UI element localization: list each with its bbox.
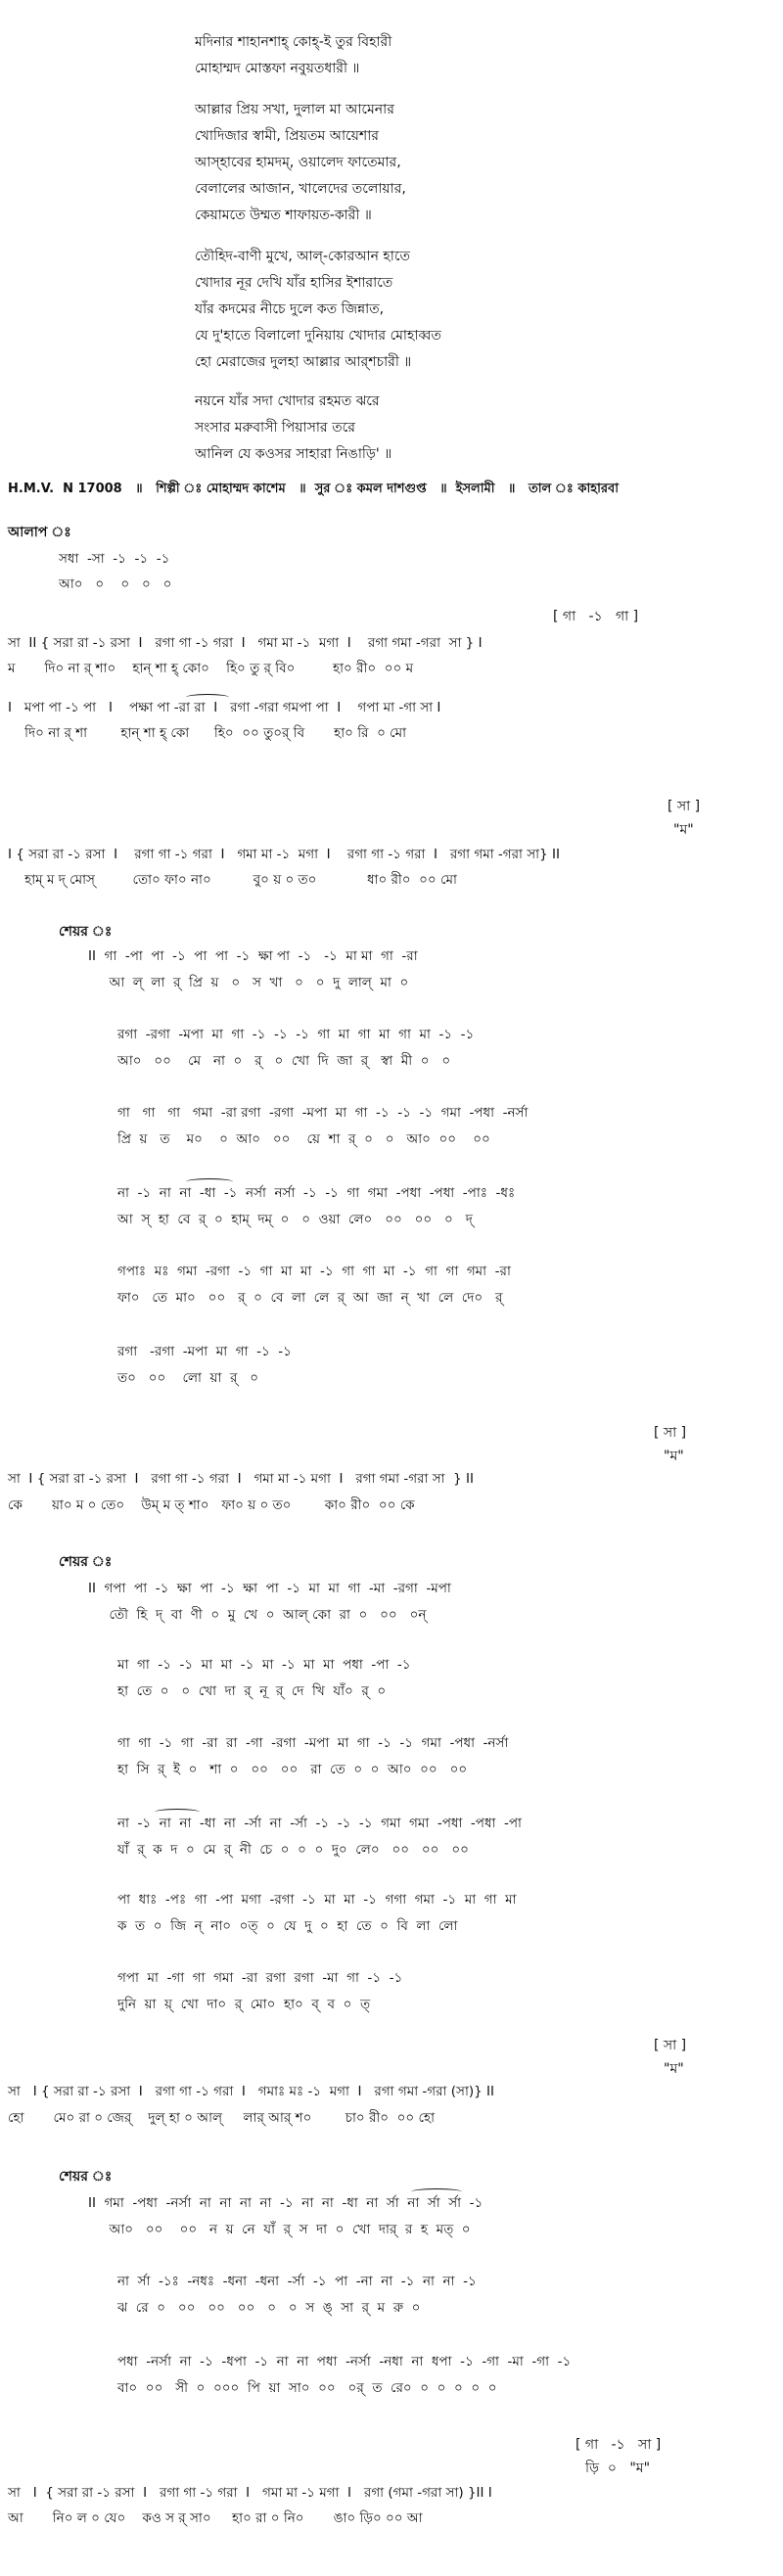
poem-line: কেয়ামতে উম্মত শাফায়ত-কারী ॥ [195,207,372,223]
bracket-mark: ড়ি ০ "ম" [585,2461,651,2476]
record-header: H.M.V. N 17008 ॥ শিল্পী ঃ মোহাম্মদ কাশেম ॥ সুর ঃ কমল দাশগুপ্ত ॥ ইসলামী ॥ তাল ঃ কাহারবা [8,482,619,496]
bracket-note: [ সা ] [668,799,701,814]
lyric-line: প্রি য় ত ম০ ০ আ০ ০০ য়ে শা র্ ০ ০ আ০ ০০ ০০ [117,1131,490,1147]
bracket-mark: "ম" [673,822,694,838]
notation-line: সা I { সরা রা -১ রসা I রগা গা -১ গরা I গমাঃ মঃ -১ মগা I রগা গমা -গরা (সা)} II [8,2084,494,2099]
lyric-line: ফা০ তে মা০ ০০ র্ ০ বে লা লে র্ আ জা ন্ খা লে দে০ র্ [117,1290,503,1306]
lyric-line: আ০ ০০ ০০ ন য় নে যাঁ র্ স দা ০ খো দার্ র হ মত্ ০ [88,2222,471,2237]
notation-line: I মপা পা -১ পা I পক্ষা পা -রা রা I রগা -গরা গমপা পা I গপা মা -গা সা I [8,700,441,715]
bracket-mark: "ম" [664,2061,684,2077]
lyric-line: হা তে ০ ০ খো দা র্ নূ র্ দে খি যাঁ০ র্ ০ [117,1683,387,1699]
alap-label: আলাপ ঃ [8,525,71,540]
lyric-line: আ০ ০০ মে না ০ র্ ০ খো দি জা র্ স্বা মী ০ ০ [117,1053,451,1069]
poem-line: খোদার নূর দেখি যাঁর হাসির ইশারাতে [195,275,393,291]
poem-line: বেলালের আজান, খালেদের তলোয়ার, [195,181,406,197]
poem-line: আল্লার প্রিয় সখা, দুলাল মা আমেনার [195,102,394,117]
bracket-note: [ সা ] [654,1425,687,1441]
poem-line: হো মেরাজের দুলহা আল্লার আর্‌শচারী ॥ [195,354,412,370]
lyric-line: হা সি র্ ই ০ শা ০ ০০ ০০ রা তে ০ ০ আ০ ০০ ০০ [117,1762,468,1777]
verse-label: শেয়র ঃ [59,1554,113,1570]
notation-line: সা I { সরা রা -১ রসা I রগা গা -১ গরা I গমা মা -১ মগা I রগা (গমা -গরা সা) }II I [8,2485,492,2501]
notation-line: না -১ না না -ধা -১ নর্সা নর্সা -১ -১ গা গমা -পধা -পধা -পাঃ -ধঃ [117,1185,516,1201]
poem-line: মদিনার শাহানশাহ্ কোহ্-ই তুর বিহারী [195,34,392,50]
lyric-line: কে য়া০ ম ০ তে০ উম্ ম ত্ শা০ ফা০ য় ০ ত০ কা০ রী০ ০০ কে [8,1497,415,1513]
lyric-line: যাঁ র্ ক দ ০ মে র্ নী চে ০ ০ ০ দু০ লে০ ০০ ০০ ০০ [117,1842,469,1858]
notation-line: রগা -রগা -মপা মা গা -১ -১ [117,1344,292,1359]
notation-line: সা II { সরা রা -১ রসা I রগা গা -১ গরা I গমা মা -১ মগা I রগা গমা -গরা সা } I [8,635,483,651]
notation-line: I { সরা রা -১ রসা I রগা গা -১ গরা I গমা মা -১ মগা I রগা গা -১ গরা I রগা গমা -গরা সা} II [8,847,560,862]
notation-line: পা ধাঃ -পঃ গা -পা মগা -রগা -১ মা মা -১ গগা গমা -১ মা গা মা [117,1892,517,1908]
lyric-line: ম দি০ না র্ শা০ হান্ শা হ্ কো০ হি০ তু র্ বি০ হা০ রী০ ০০ ম [8,661,414,676]
poem-line: মোহাম্মদ মোস্তফা নবুয়তধারী ॥ [195,61,360,76]
notation-line: সা I { সরা রা -১ রসা I রগা গা -১ গরা I গমা মা -১ মগা I রগা গমা -গরা সা } II [8,1471,474,1487]
notation-line: গপাঃ মঃ গমা -রগা -১ গা মা মা -১ গা গা মা -১ গা গা গমা -রা [117,1264,511,1279]
notation-line: না র্সা -১ঃ -নধঃ -ধনা -ধনা -র্সা -১ পা -না না -১ না না -১ [117,2274,477,2289]
bracket-note: [ সা ] [654,2038,687,2053]
poem-line: যে দু'হাতে বিলালো দুনিয়ায় খোদার মোহাব্বত [195,328,441,344]
notation-line: গা গা গা গমা -রা রগা -রগা -মপা মা গা -১ -১ -১ গমা -পধা -নর্সা [117,1105,529,1121]
alap-notes: সধা -সা -১ -১ -১ [59,551,170,567]
poem-line: আনিল যে কওসর সাহারা নিঙাড়ি' ॥ [195,446,392,462]
poem-line: সংসার মরুবাসী পিয়াসার তরে [195,420,355,436]
lyric-line: ঝ রে ০ ০০ ০০ ০০ ০ ০ স ঙ্ সা র্ ম রু ০ [117,2300,421,2316]
notation-line: না -১ না না -ধা না -র্সা না -র্সা -১ -১ -১ গমা গমা -পধা -পধা -পা [117,1816,522,1831]
poem-line: আস্হাবের হামদম্, ওয়ালেদ ফাতেমার, [195,155,401,170]
notation-line: II গা -পা পা -১ পা পা -১ ক্ষা পা -১ -১ মা মা গা -রা [88,948,418,964]
verse-label: শেয়র ঃ [59,924,113,940]
lyric-line: আ নি০ ল ০ যে০ কও স র্ সা০ হা০ রা ০ নি০ ঙা০ ড়ি০ ০০ আ [8,2510,423,2526]
poem-line: খোদিজার স্বামী, প্রিয়তম আয়েশার [195,128,379,144]
notation-line: গা গা -১ গা -রা রা -গা -রগা -মপা মা গা -১ -১ গমা -পধা -নর্সা [117,1735,509,1751]
lyric-line: আ ল্ লা র্ প্রি য় ০ স খা ০ ০ দু লাল্ মা ০ [88,975,409,990]
notation-line: পধা -নর্সা না -১ -ধপা -১ না না পধা -নর্সা -নধা না ধপা -১ -গা -মা -গা -১ [117,2354,572,2369]
lyric-line: আ স্ হা বে র্ ০ হাম্ দম্ ০ ০ ওয়া লে০ ০০ ০০ ০ দ্ [117,1212,473,1227]
bracket-note: [ গা -১ সা ] [576,2437,662,2453]
poem-line: যাঁর কদমের নীচে দুলে কত জিন্নাত, [195,301,385,317]
poem-line: তৌহিদ-বাণী মুখে, আল্-কোরআন হাতে [195,249,410,264]
alap-lyric: আ০ ০ ০ ০ ০ [59,576,172,592]
bracket-mark: "ম" [664,1449,684,1464]
lyric-line: ক ত ০ জি ন্ না০ ০ত্ ০ যে দু ০ হা তে ০ বি লা লো [117,1918,458,1934]
lyric-line: বা০ ০০ সী ০ ০০০ পি য়া সা০ ০০ ০র্ ত রে০ ০ ০ ০ ০ ০ [117,2380,497,2396]
lyric-line: দি০ না র্ শা হান্ শা হ্ কো হি০ ০০ তু০র্ বি হা০ রি ০ মো [8,725,407,741]
notation-line: II গমা -পধা -নর্সা না না না না -১ না না -ধা না র্সা না র্সা র্সা -১ [88,2195,484,2211]
notation-line: রগা -রগা -মপা মা গা -১ -১ -১ গা মা গা মা গা মা -১ -১ [117,1027,475,1042]
lyric-line: তৌ হি দ্ বা ণী ০ মু খে ০ আল্ কো রা ০ ০০ ০ন্ [88,1607,427,1623]
poem-line: নয়নে যাঁর সদা খোদার রহমত ঝরে [195,393,380,409]
notation-line: গপা মা -গা গা গমা -রা রগা রগা -মা গা -১ -১ [117,1970,403,1986]
lyric-line: হাম্ ম দ্ মোস্ তো০ ফা০ না০ বু০ য় ০ ত০ ধা০ রী০ ০০ মো [8,872,457,888]
lyric-line: হো মে০ রা ০ জের্ দুল্ হা ০ আল্ লার্ আর্ শ০ চা০ রী০ ০০ হো [8,2110,435,2126]
verse-label: শেয়র ঃ [59,2169,113,2185]
bracket-note: [ গা -১ গা ] [553,609,639,624]
notation-line: মা গা -১ -১ মা মা -১ মা -১ মা মা পধা -পা -১ [117,1657,411,1673]
lyric-line: ত০ ০০ লো য়া র্ ০ [117,1370,259,1386]
lyric-line: দুনি য়া য়্ খো দা০ র্ মো০ হা০ ব্ ব ০ ত্ [117,1997,371,2012]
notation-line: II গপা পা -১ ক্ষা পা -১ ক্ষা পা -১ মা মা গা -মা -রগা -মপা [88,1581,451,1596]
